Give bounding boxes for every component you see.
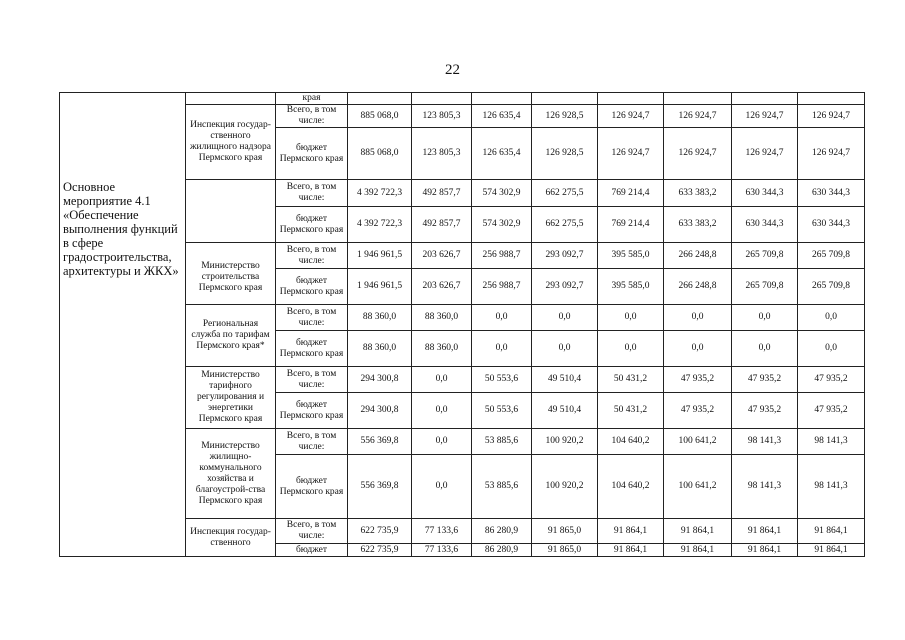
value-cell: 88 360,0 — [412, 331, 472, 367]
value-cell: 47 935,2 — [732, 393, 798, 429]
value-cell: 77 133,6 — [412, 519, 472, 544]
value-cell: 622 735,9 — [348, 519, 412, 544]
value-cell: 50 431,2 — [598, 367, 664, 393]
value-cell: 98 141,3 — [732, 429, 798, 455]
value-cell: 0,0 — [412, 393, 472, 429]
value-cell: 265 709,8 — [732, 243, 798, 269]
value-cell: 294 300,8 — [348, 367, 412, 393]
value-cell — [598, 93, 664, 105]
executor-cell: Министерство жилищно-коммунального хозяйства и благоустрой-ства Пермского края — [186, 429, 276, 519]
source-cell: Всего, в том числе: — [276, 180, 348, 207]
measure-name — [60, 180, 186, 557]
value-cell: 77 133,6 — [412, 544, 472, 557]
value-cell — [732, 93, 798, 105]
page-number: 22 — [445, 62, 460, 78]
value-cell: 100 920,2 — [532, 455, 598, 519]
source-cell: Всего, в том числе: — [276, 305, 348, 331]
value-cell: 123 805,3 — [412, 128, 472, 180]
value-cell: 126 924,7 — [598, 128, 664, 180]
value-cell: 0,0 — [664, 305, 732, 331]
value-cell: 630 344,3 — [798, 207, 865, 243]
source-cell: Всего, в том числе: — [276, 429, 348, 455]
value-cell: 0,0 — [732, 331, 798, 367]
measure-title: Основное мероприятие 4.1 «Обеспечение выполнения функций в сфере градостроительства, архитектуры и ЖКХ» — [63, 179, 179, 278]
value-cell: 86 280,9 — [472, 544, 532, 557]
value-cell: 126 635,4 — [472, 105, 532, 128]
value-cell: 91 865,0 — [532, 519, 598, 544]
value-cell: 1 946 961,5 — [348, 243, 412, 269]
value-cell — [798, 93, 865, 105]
value-cell: 50 431,2 — [598, 393, 664, 429]
value-cell: 294 300,8 — [348, 393, 412, 429]
value-cell: 50 553,6 — [472, 367, 532, 393]
source-cell: Всего, в том числе: — [276, 105, 348, 128]
value-cell: 556 369,8 — [348, 455, 412, 519]
value-cell: 4 392 722,3 — [348, 180, 412, 207]
value-cell: 98 141,3 — [798, 455, 865, 519]
value-cell: 622 735,9 — [348, 544, 412, 557]
value-cell: 91 864,1 — [664, 544, 732, 557]
value-cell: 293 092,7 — [532, 243, 598, 269]
value-cell: 86 280,9 — [472, 519, 532, 544]
executor-cell: Региональная служба по тарифам Пермского края* — [186, 305, 276, 367]
value-cell: 91 864,1 — [798, 544, 865, 557]
value-cell: 265 709,8 — [798, 243, 865, 269]
value-cell — [472, 93, 532, 105]
value-cell: 265 709,8 — [732, 269, 798, 305]
value-cell: 203 626,7 — [412, 269, 472, 305]
value-cell: 633 383,2 — [664, 207, 732, 243]
value-cell — [348, 93, 412, 105]
source-cell: бюджет Пермского края — [276, 331, 348, 367]
value-cell: 0,0 — [598, 331, 664, 367]
value-cell: 47 935,2 — [798, 367, 865, 393]
value-cell: 0,0 — [532, 305, 598, 331]
value-cell: 98 141,3 — [732, 455, 798, 519]
value-cell: 123 805,3 — [412, 105, 472, 128]
source-cell: бюджет Пермского края — [276, 269, 348, 305]
executor-cell: Министерство строительства Пермского края — [186, 243, 276, 305]
measure-cell-upper — [60, 105, 186, 180]
value-cell: 98 141,3 — [798, 429, 865, 455]
value-cell: 88 360,0 — [348, 331, 412, 367]
value-cell: 126 635,4 — [472, 128, 532, 180]
value-cell: 293 092,7 — [532, 269, 598, 305]
value-cell: 265 709,8 — [798, 269, 865, 305]
value-cell: 49 510,4 — [532, 393, 598, 429]
value-cell: 769 214,4 — [598, 180, 664, 207]
value-cell: 126 924,7 — [598, 105, 664, 128]
executor-cell: Инспекция государ-ственного — [186, 519, 276, 557]
value-cell: 47 935,2 — [664, 367, 732, 393]
value-cell: 91 864,1 — [664, 519, 732, 544]
value-cell: 88 360,0 — [348, 305, 412, 331]
value-cell: 100 641,2 — [664, 455, 732, 519]
value-cell: 126 924,7 — [798, 105, 865, 128]
value-cell: 662 275,5 — [532, 180, 598, 207]
value-cell: 88 360,0 — [412, 305, 472, 331]
value-cell: 630 344,3 — [732, 207, 798, 243]
source-cell: Всего, в том числе: — [276, 243, 348, 269]
measure-cell-top — [60, 93, 186, 105]
value-cell — [664, 93, 732, 105]
source-cell: бюджет Пермского края — [276, 207, 348, 243]
value-cell: 256 988,7 — [472, 269, 532, 305]
value-cell: 50 553,6 — [472, 393, 532, 429]
value-cell: 104 640,2 — [598, 455, 664, 519]
value-cell: 126 924,7 — [664, 128, 732, 180]
value-cell: 0,0 — [412, 455, 472, 519]
value-cell: 126 928,5 — [532, 105, 598, 128]
value-cell: 0,0 — [412, 367, 472, 393]
table-row-continuation — [60, 93, 865, 105]
source-cell: Всего, в том числе: — [276, 367, 348, 393]
value-cell: 126 924,7 — [732, 128, 798, 180]
value-cell: 47 935,2 — [732, 367, 798, 393]
executor-cell — [186, 93, 276, 105]
value-cell: 0,0 — [532, 331, 598, 367]
value-cell: 0,0 — [598, 305, 664, 331]
value-cell: 49 510,4 — [532, 367, 598, 393]
value-cell: 256 988,7 — [472, 243, 532, 269]
value-cell: 100 920,2 — [532, 429, 598, 455]
value-cell — [412, 93, 472, 105]
value-cell: 203 626,7 — [412, 243, 472, 269]
value-cell: 574 302,9 — [472, 207, 532, 243]
value-cell: 91 864,1 — [732, 519, 798, 544]
value-cell: 395 585,0 — [598, 269, 664, 305]
value-cell: 126 924,7 — [732, 105, 798, 128]
value-cell: 574 302,9 — [472, 180, 532, 207]
source-cell: бюджет Пермского края — [276, 393, 348, 429]
source-cell: бюджет — [276, 544, 348, 557]
value-cell: 91 865,0 — [532, 544, 598, 557]
value-cell: 0,0 — [798, 305, 865, 331]
executor-cell: Инспекция государ-ственного жилищного надзора Пермского края — [186, 105, 276, 180]
value-cell: 91 864,1 — [732, 544, 798, 557]
value-cell: 100 641,2 — [664, 429, 732, 455]
value-cell: 4 392 722,3 — [348, 207, 412, 243]
value-cell: 91 864,1 — [798, 519, 865, 544]
value-cell: 266 248,8 — [664, 269, 732, 305]
value-cell: 885 068,0 — [348, 105, 412, 128]
value-cell: 266 248,8 — [664, 243, 732, 269]
value-cell: 0,0 — [664, 331, 732, 367]
value-cell: 104 640,2 — [598, 429, 664, 455]
value-cell: 1 946 961,5 — [348, 269, 412, 305]
value-cell: 769 214,4 — [598, 207, 664, 243]
value-cell: 556 369,8 — [348, 429, 412, 455]
value-cell: 0,0 — [412, 429, 472, 455]
source-cell: бюджет Пермского края — [276, 455, 348, 519]
value-cell: 630 344,3 — [798, 180, 865, 207]
value-cell: 91 864,1 — [598, 519, 664, 544]
value-cell — [532, 93, 598, 105]
value-cell: 47 935,2 — [664, 393, 732, 429]
source-cell: бюджет Пермского края — [276, 128, 348, 180]
value-cell: 630 344,3 — [732, 180, 798, 207]
value-cell: 53 885,6 — [472, 429, 532, 455]
value-cell: 126 924,7 — [664, 105, 732, 128]
value-cell: 662 275,5 — [532, 207, 598, 243]
table-row — [60, 105, 865, 128]
value-cell: 0,0 — [472, 331, 532, 367]
executor-cell: Министерство тарифного регулирования и энергетики Пермского края — [186, 367, 276, 429]
source-cell: края — [276, 93, 348, 105]
value-cell: 0,0 — [732, 305, 798, 331]
value-cell: 126 924,7 — [798, 128, 865, 180]
value-cell: 633 383,2 — [664, 180, 732, 207]
executor-cell — [186, 180, 276, 243]
value-cell: 395 585,0 — [598, 243, 664, 269]
value-cell: 885 068,0 — [348, 128, 412, 180]
value-cell: 0,0 — [472, 305, 532, 331]
value-cell: 0,0 — [798, 331, 865, 367]
source-cell: Всего, в том числе: — [276, 519, 348, 544]
value-cell: 91 864,1 — [598, 544, 664, 557]
value-cell: 492 857,7 — [412, 207, 472, 243]
value-cell: 492 857,7 — [412, 180, 472, 207]
value-cell: 53 885,6 — [472, 455, 532, 519]
table-row — [60, 180, 865, 207]
budget-table — [59, 92, 865, 557]
value-cell: 47 935,2 — [798, 393, 865, 429]
value-cell: 126 928,5 — [532, 128, 598, 180]
